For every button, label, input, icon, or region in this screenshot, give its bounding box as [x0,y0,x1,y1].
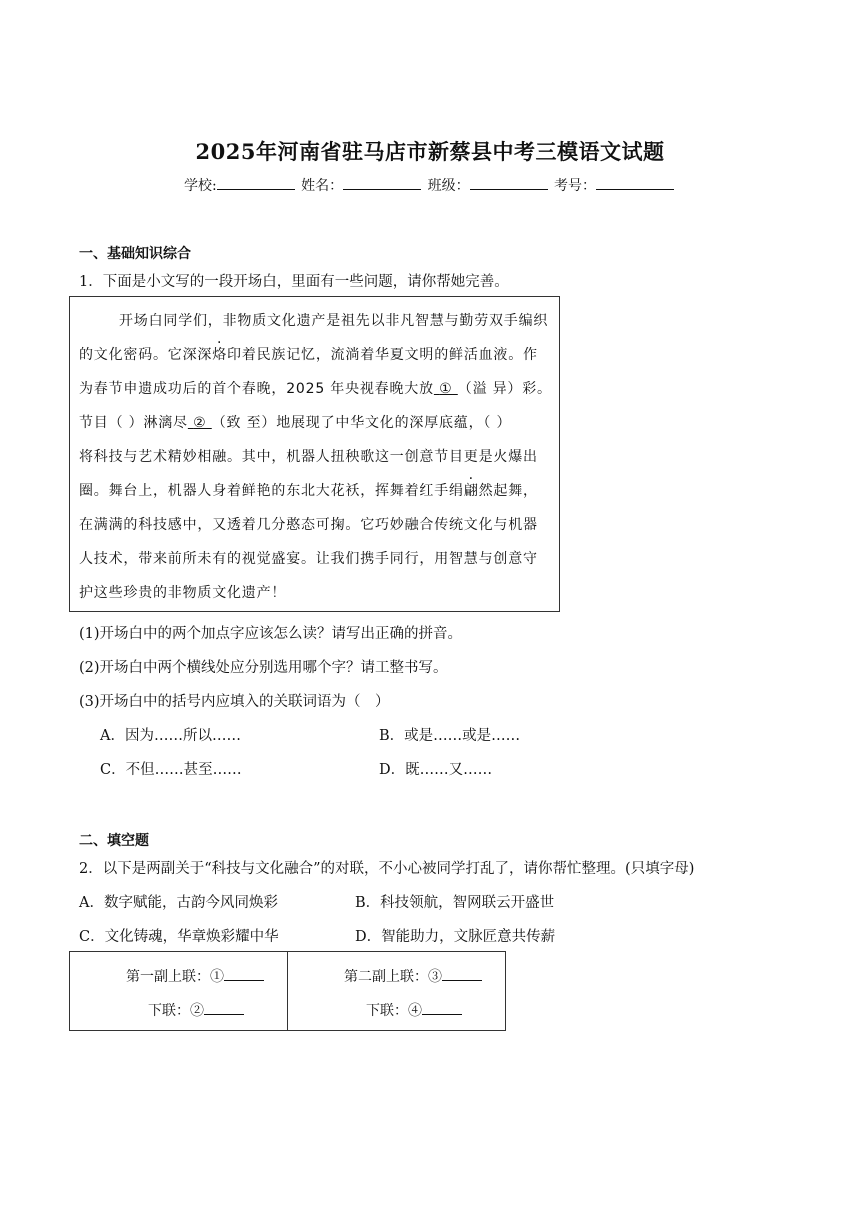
couplet-option-d: D．智能助力，文脉匠意共传薪 [355,929,556,945]
number-blank[interactable] [596,175,674,190]
question-2: 2．以下是两副关于“科技与文化融合”的对联，不小心被同学打乱了，请你帮忙整理。(只填字母) [79,861,695,877]
passage-line: 的文化密码。它深深烙印着民族记忆，流淌着华夏文明的鲜活血液。作 [79,347,538,363]
option-d[interactable]: D．既……又…… [379,762,493,778]
school-label: 学校: [183,178,217,194]
table-cell[interactable]: 下联：② [148,1000,244,1020]
passage-line: 将科技与艺术精妙相融。其中，机器人扭秧歌这一创意节目更是火爆出 [79,449,538,465]
section-heading-1: 一、基础知识综合 [79,246,191,262]
couplet-option-a: A．数字赋能，古韵今风同焕彩 [79,895,278,911]
answer-table [69,951,506,1031]
passage-line: 开场白同学们，非物质文化遗产是祖先以非凡智慧与勤劳双手编织 [119,313,549,329]
page-title: 2025年河南省驻马店市新蔡县中考三模语文试题 [195,139,665,164]
option-b[interactable]: B．或是……或是…… [379,728,521,744]
passage-line: 在满满的科技感中，又透着几分憨态可掬。它巧妙融合传统文化与机器 [79,517,538,533]
passage-line: 圈。舞台上，机器人身着鲜艳的东北大花袄，挥舞着红手绢翩然起舞， [79,483,538,499]
table-cell[interactable]: 第一副上联：① [126,966,264,986]
class-blank[interactable] [470,175,548,190]
passage-line: 人技术，带来前所未有的视觉盛宴。让我们携手同行，用智慧与创意守 [79,551,538,567]
name-blank[interactable] [343,175,421,190]
number-label: 考号： [554,178,597,194]
section-heading-2: 二、填空题 [79,833,149,849]
student-info-line [0,175,860,195]
couplet-option-c: C．文化铸魂，华章焕彩耀中华 [79,929,279,945]
passage-line: 护这些珍贵的非物质文化遗产！ [79,585,287,601]
dotted-char: 翩 [463,483,479,499]
class-label: 班级： [427,178,470,194]
sub-question-3: (3)开场白中的括号内应填入的关联词语为（ ） [79,694,390,710]
table-cell[interactable]: 下联：④ [366,1000,462,1020]
blank-1: ① [439,381,453,397]
sub-question-1: (1)开场白中的两个加点字应该怎么读？请写出正确的拼音。 [79,626,463,642]
school-blank[interactable] [217,175,295,190]
dotted-char: 烙 [212,347,228,363]
table-divider [287,952,288,1030]
sub-question-2: (2)开场白中两个横线处应分别选用哪个字？请工整书写。 [79,660,448,676]
couplet-option-b: B．科技领航，智网联云开盛世 [355,895,555,911]
question-1: 1．下面是小文写的一段开场白，里面有一些问题，请你帮她完善。 [79,274,509,290]
table-cell[interactable]: 第二副上联：③ [344,966,482,986]
blank-2: ② [193,415,207,431]
option-a[interactable]: A．因为……所以…… [100,728,241,744]
name-label: 姓名： [301,178,344,194]
option-c[interactable]: C．不但……甚至…… [100,762,242,778]
passage-line: 节目（ ）淋漓尽 ② （致 至）地展现了中华文化的深厚底蕴，（ ） [79,415,512,431]
passage-line: 为春节申遗成功后的首个春晚，2025 年央视春晚大放 ① （溢 异）彩。 [79,381,552,397]
